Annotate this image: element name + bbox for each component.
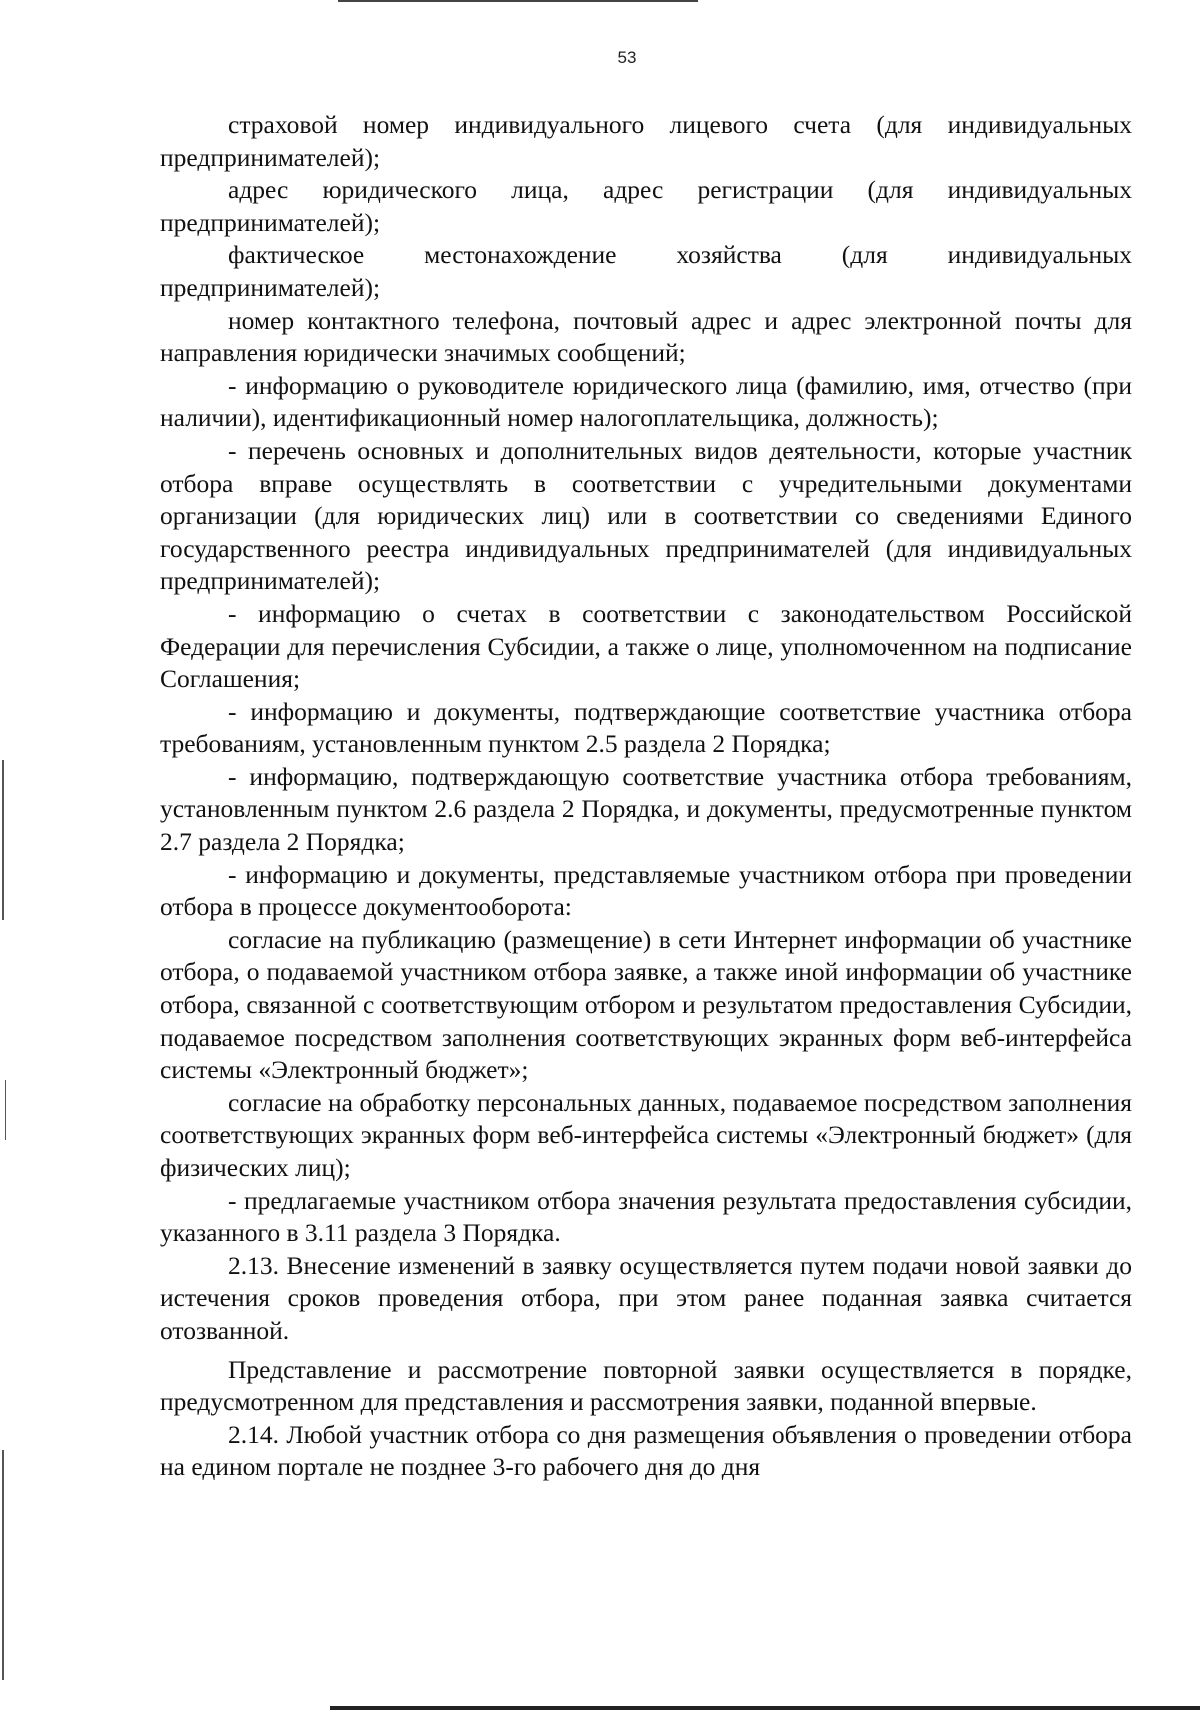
- document-body: [160, 109, 1132, 1484]
- bottom-scan-rule: [330, 1706, 1200, 1710]
- paragraph: страховой номер индивидуального лицевого счета (для индивидуальных предпринимателей);: [160, 110, 1132, 172]
- paragraph: номер контактного телефона, почтовый адрес и адрес электронной почты для направления юридически значимых сообщений;: [160, 305, 1132, 368]
- paragraph: согласие на обработку персональных данных, подаваемое посредством заполнения соответствующих экранных форм веб-интерфейса системы «Электронный бюджет» (для физических лиц);: [160, 1087, 1132, 1182]
- paragraph: 2.13. Внесение изменений в заявку осуществляется путем подачи новой заявки до истечения сроков проведения отбора, при этом ранее поданная заявка считается отозванной.: [160, 1250, 1132, 1345]
- paragraph: - предлагаемые участником отбора значения результата предоставления субсидии, указанного в 3.11 раздела 3 Порядка.: [160, 1185, 1132, 1248]
- left-scan-mark: [2, 760, 4, 920]
- paragraph: - информацию о счетах в соответствии с законодательством Российской Федерации для перечисления Субсидии, а также о лице, уполномоченном на подписание Соглашения;: [160, 598, 1132, 694]
- paragraph: - информацию о руководителе юридического лица (фамилию, имя, отчество (при наличии), идентификационный номер налогоплательщика, должность);: [160, 370, 1132, 433]
- top-scan-rule: [338, 0, 698, 2]
- paragraph: согласие на публикацию (размещение) в сети Интернет информации об участнике отбора, о подаваемой участником отбора заявке, а также иной информации об участнике отбора, связанной с соответствующим отбором и результатом предоставления Субсидии, подаваемое посредством заполнения соответствующих экранных форм веб-интерфейса системы «Электронный бюджет»;: [160, 924, 1132, 1085]
- paragraph: - информацию и документы, подтверждающие соответствие участника отбора требованиям, установленным пунктом 2.5 раздела 2 Порядка;: [160, 696, 1132, 759]
- paragraph: 2.14. Любой участник отбора со дня размещения объявления о проведении отбора на едином портале не позднее 3-го рабочего дня до дня: [160, 1419, 1132, 1482]
- paragraph: - информацию, подтверждающую соответствие участника отбора требованиям, установленным пунктом 2.6 раздела 2 Порядка, и документы, предусмотренные пунктом 2.7 раздела 2 Порядка;: [160, 761, 1132, 857]
- paragraph: - информацию и документы, представляемые участником отбора при проведении отбора в процессе документооборота:: [160, 859, 1132, 922]
- paragraph: фактическое местонахождение хозяйства (для индивидуальных предпринимателей);: [160, 240, 1132, 302]
- left-scan-mark: [5, 1080, 6, 1140]
- paragraph: адрес юридического лица, адрес регистрации (для индивидуальных предпринимателей);: [160, 175, 1132, 237]
- page-number: 53: [617, 48, 637, 67]
- paragraph: Представление и рассмотрение повторной заявки осуществляется в порядке, предусмотренном для представления и рассмотрения заявки, поданной впервые.: [160, 1354, 1132, 1417]
- paragraph: - перечень основных и дополнительных видов деятельности, которые участник отбора вправе осуществлять в соответствии с учредительными документами организации (для юридических лиц) или в соответствии со сведениями Единого государственного реестра индивидуальных предпринимателей (для индивидуальных предпринимателей);: [160, 435, 1132, 596]
- left-scan-mark: [2, 1450, 4, 1680]
